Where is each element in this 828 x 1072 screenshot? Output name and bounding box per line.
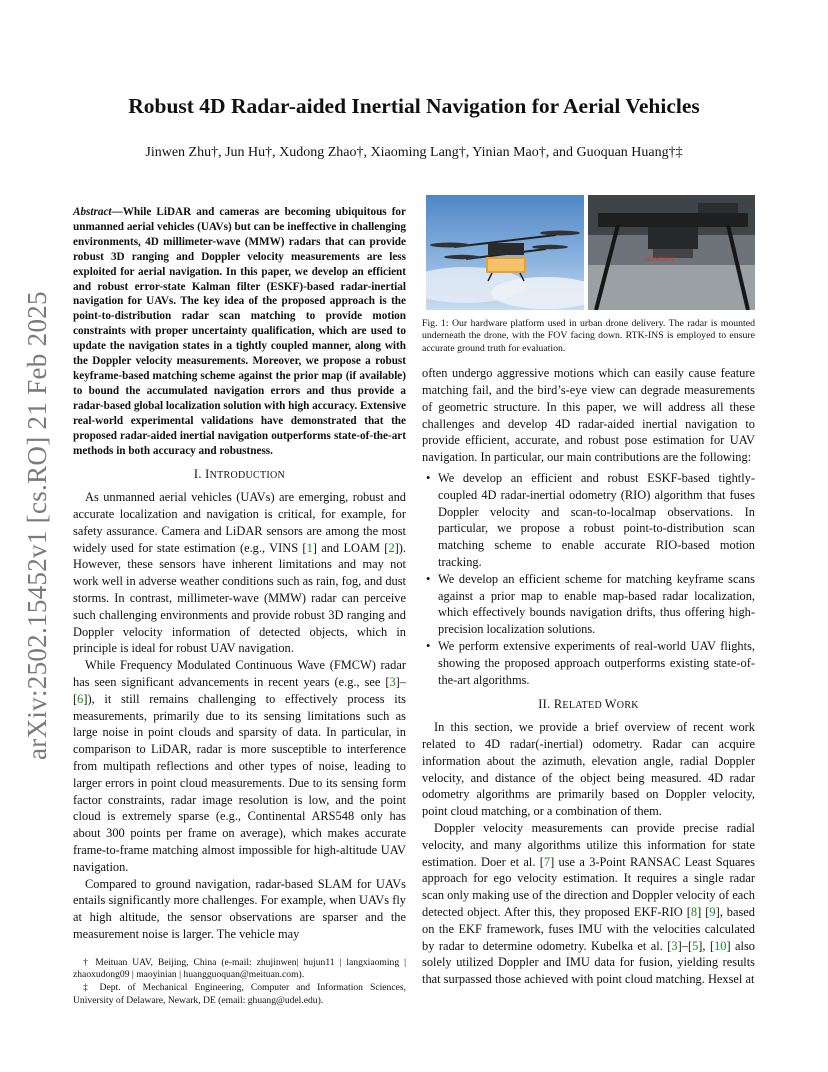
right-column <box>422 195 755 988</box>
abstract-label: Abstract <box>73 206 112 218</box>
citation-link[interactable]: 7 <box>543 854 551 869</box>
citation-link[interactable]: 8 <box>690 904 698 919</box>
left-column <box>73 205 406 1007</box>
arxiv-sidebar-label: arXiv:2502.15452v1 [cs.RO] 21 Feb 2025 <box>22 291 52 760</box>
intro-paragraph-2: While Frequency Modulated Continuous Wave (FMCW) radar has seen significant advancements in recent years (e.g., see [3]–[6]), it still remains challenging to effectively process its measurements, primarily due to its sensing limitations such as large noise in point clouds and sparsity of data. In particular, in comparison to LiDAR, radar is more susceptible to interference from multipath reflections and other types of noise, leading to larger errors in point cloud measurements. Due to its sensing form factor constraints, radar image resolution is low, and the point cloud is extremely sparse (e.g., Continental ARS548 only has about 300 points per frame on average), which makes accurate frame-to-frame matching almost impossible for high-altitude UAV navigation. <box>73 658 406 874</box>
right-paragraph-continued: often undergo aggressive motions which can easily cause feature matching fail, and the bird’s-eye view can degrade measurements of geometric structure. In this paper, we will address all these challenges and develop 4D radar-aided inertial navigation to provide efficient, accurate, and robust pose estimation for UAV navigation. In particular, our main contributions are the following: <box>422 366 755 465</box>
citation-link[interactable]: 3 <box>389 674 396 689</box>
abstract: Abstract—While LiDAR and cameras are becoming ubiquitous for unmanned aerial vehicles (UAVs) but can be ineffective in challenging environments, 4D millimeter-wave (MMW) radars that can provide robust 3D ranging and Doppler velocity measurements are less exploited for aerial navigation. In this paper, we develop an efficient and robust error-state Kalman filter (ESKF)-based radar-inertial navigation for UAVs. The key idea of the proposed approach is the point-to-distribution radar scan matching to provide motion constraints with proper uncertainty qualification, which are used to update the navigation states in a tightly coupled manner, along with the Doppler velocity measurements. Moreover, we propose a robust keyframe-based matching scheme against the prior map (if available) to bound the accumulated navigation errors and thus provide a radar-based global localization solution with high accuracy. Extensive real-world experimental validations have demonstrated that the proposed radar-aided inertial navigation outperforms state-of-the-art methods in both accuracy and robustness. <box>73 206 406 457</box>
related-paragraph-1: In this section, we provide a brief overview of recent work related to 4D radar(-inertial) odometry. Radar can acquire information about the azimuth, elevation angle, radial Doppler velocity, and distance of the object being measured. 4D radar odometry algorithms are primarily based on Doppler velocity, point cloud matching, or a combination of them. <box>422 720 755 819</box>
citation-link[interactable]: 9 <box>709 904 716 919</box>
contribution-item: • We develop an efficient scheme for matching keyframe scans against a prior map to enable map-based radar localization, which effectively bounds navigation drifts, thus offering high-precision localization solutions. <box>438 571 755 638</box>
author-list: Jinwen Zhu†, Jun Hu†, Xudong Zhao†, Xiaoming Lang†, Yinian Mao†, and Guoquan Huang†‡ <box>145 145 683 160</box>
intro-paragraph-1: As unmanned aerial vehicles (UAVs) are emerging, robust and accurate localization and navigation is critical, for example, for safety assurance. Camera and LiDAR sensors are among the most widely used for state estimation (e.g., VINS [1] and LOAM [2]). However, these sensors have inherent limitations and may not work well in adverse weather conditions such as rain, fog, and dust storms. In contrast, millimeter-wave (MMW) radar can perceive such challenging environments and provide robust 3D ranging and Doppler velocity information of detected objects, which in principle is ideal for robust UAV navigation. <box>73 490 406 656</box>
paper-title: Robust 4D Radar-aided Inertial Navigation for Aerial Vehicles <box>128 94 700 118</box>
intro-paragraph-3: Compared to ground navigation, radar-based SLAM for UAVs entails significantly more challenges. For example, when UAVs fly at high altitude, the sensor observations are sparser and the measurement noise is larger. The vehicle may <box>73 876 406 941</box>
figure-1-caption: Fig. 1: Our hardware platform used in urban drone delivery. The radar is mounted underneath the drone, with the FOV facing down. RTK-INS is employed to ensure accurate ground truth for evaluation. <box>422 318 755 354</box>
figure-1 <box>422 195 755 310</box>
photo-overlay-label: RADAR/RTK <box>646 257 675 263</box>
section-heading-related-work: II. RELATED WORK <box>538 697 639 712</box>
citation-link[interactable]: 2 <box>388 540 395 555</box>
citation-link[interactable]: 5 <box>692 938 699 953</box>
footnotes <box>73 957 406 1007</box>
footnote-affiliation-1: † Meituan UAV, Beijing, China (e-mail: zhujinwen| hujun11 | langxiaoming | zhaoxudong09 | maoyinian | huangguoquan@meituan.com). <box>73 956 406 981</box>
section-heading-introduction: I. INTRODUCTION <box>193 467 286 482</box>
citation-link[interactable]: 1 <box>306 540 313 555</box>
footnote-affiliation-2: ‡ Dept. of Mechanical Engineering, Computer and Information Sciences, University of Delaware, Newark, DE (email: ghuang@udel.edu). <box>73 981 406 1006</box>
citation-link[interactable]: 6 <box>77 691 84 706</box>
abstract-text: While LiDAR and cameras are becoming ubiquitous for unmanned aerial vehicles (UAVs) but can be ineffective in challenging environments, 4D millimeter-wave (MMW) radars that can provide robust 3D ranging and Doppler velocity measurements are less exploited for aerial navigation. In this paper, we develop an efficient and robust error-state Kalman filter (ESKF)-based radar-inertial navigation for UAVs. The key idea of the proposed approach is the point-to-distribution radar scan matching to provide motion constraints with proper uncertainty qualification, which are used to update the navigation states in a tightly coupled manner, along with the Doppler velocity measurements. Moreover, we propose a robust keyframe-based matching scheme against the prior map (if available) to bound the accumulated navigation errors and thus provide a radar-based global localization solution with high accuracy. Extensive real-world experimental validations have demonstrated that the proposed radar-aided inertial navigation outperforms state-of-the-art methods in both accuracy and robustness. <box>73 206 406 457</box>
citation-link[interactable]: 10 <box>714 938 727 953</box>
related-paragraph-2: Doppler velocity measurements can provide precise radial velocity, and many algorithms utilize this information for state estimation. Doer et al. [7] use a 3-Point RANSAC Least Squares approach for ego velocity estimation. It requires a single radar scan only making use of the direction and Doppler velocity of each detected object. After this, they proposed EKF-RIO [8] [9], based on the EKF framework, fuses IMU with the velocities calculated by radar to determine odometry. Kubelka et al. [3]–[5], [10] also solely utilized Doppler and IMU data for fusion, yielding results that surpassed those achieved with point cloud matching. Hexsel at <box>422 820 756 987</box>
radar-mount-photo <box>588 195 755 310</box>
drone-flight-photo <box>426 195 584 310</box>
citation-link[interactable]: 3 <box>671 938 678 953</box>
contribution-item: • We perform extensive experiments of real-world UAV flights, showing the proposed approach outperforms existing state-of-the-art algorithms. <box>438 638 755 688</box>
contribution-list <box>422 470 755 688</box>
contribution-item: • We develop an efficient and robust ESKF-based tightly-coupled 4D radar-inertial odometry (RIO) algorithm that fuses Doppler velocity and scan-to-localmap observations. In particular, we propose a robust point-to-distribution scan matching scheme to enable accurate RIO-based motion tracking. <box>438 470 755 571</box>
